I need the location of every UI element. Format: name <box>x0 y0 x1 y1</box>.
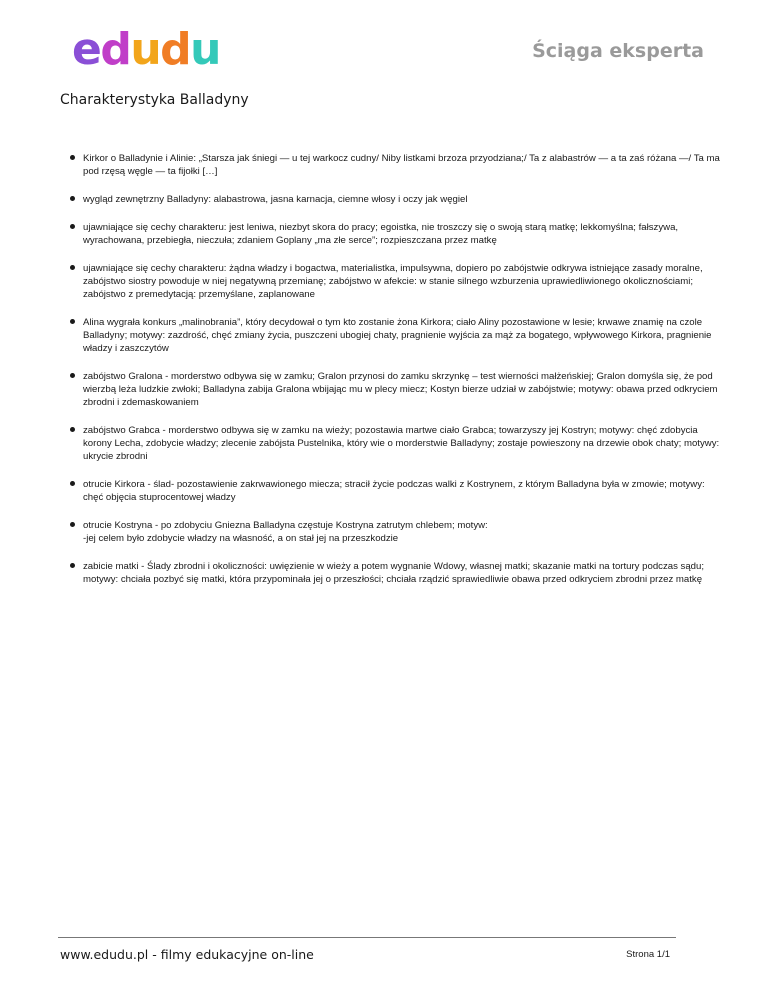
footer-site-link[interactable]: www.edudu.pl - filmy edukacyjne on-line <box>60 947 314 962</box>
list-item <box>70 316 720 355</box>
list-item-text: wygląd zewnętrzny Balladyny: alabastrowa, jasna karnacja, ciemne włosy i oczy jak węgiel <box>83 194 468 205</box>
list-item <box>70 221 720 247</box>
list-item <box>70 424 720 463</box>
bullet-icon <box>70 319 75 324</box>
list-item <box>70 478 720 504</box>
logo-letter: e <box>72 24 101 75</box>
list-item <box>70 519 720 545</box>
header-tagline: Ściąga eksperta <box>532 40 704 62</box>
list-item <box>70 193 720 206</box>
page-number: Strona 1/1 <box>626 949 670 960</box>
list-item-text: Alina wygrała konkurs „malinobrania”, który decydował o tym kto zostanie żona Kirkora; ciało Aliny pozostawione w lesie; krwawe znamię na czole Balladyny; motywy: zazdrość, chęć zmiany życia, puszczeni ubogiej chaty, pragnienie wyjścia za mąż za bogatego, wpływowego Kirkora, pragnienie władzy i zaszczytów <box>83 317 712 354</box>
bullet-icon <box>70 481 75 486</box>
edudu-logo[interactable] <box>72 24 220 75</box>
bullet-icon <box>70 196 75 201</box>
list-item <box>70 262 720 301</box>
logo-letter: d <box>160 24 191 75</box>
logo-letter: d <box>100 24 131 75</box>
bullet-icon <box>70 427 75 432</box>
bullet-icon <box>70 373 75 378</box>
logo-letter: u <box>130 24 161 75</box>
list-item <box>70 560 720 586</box>
list-item-text: otrucie Kirkora - ślad- pozostawienie zakrwawionego miecza; stracił życie podczas walki z Kostrynem, z którym Balladyna była w zmowie; motywy: chęć objęcia stuprocentowej władzy <box>83 479 705 503</box>
document-title: Charakterystyka Balladyny <box>60 92 249 108</box>
bullet-icon <box>70 563 75 568</box>
list-item-text: Kirkor o Balladynie i Alinie: „Starsza jak śniegi — u tej warkocz cudny/ Niby listkami brzoza przyodziana;/ Ta z alabastrów — a ta zaś różana —/ Ta ma pod rzęsą węgle — ta fijołki […] <box>83 153 720 177</box>
list-item <box>70 370 720 409</box>
logo-letter: u <box>190 24 220 75</box>
bullet-icon <box>70 155 75 160</box>
list-item <box>70 152 720 178</box>
footer-divider <box>58 937 676 938</box>
list-item-text: ujawniające się cechy charakteru: żądna władzy i bogactwa, materialistka, impulsywna, dopiero po zabójstwie odkrywa istniejące zasady moralne, zabójstwo siostry powoduje w niej negatywną przemianę; zabójstwo w afekcie: w stanie silnego wzburzenia uprawiedliwionego okolicznościami; zabójstwo z premedytacją: przemyślane, zaplanowane <box>83 263 703 300</box>
list-item-text: otrucie Kostryna - po zdobyciu Gniezna Balladyna częstuje Kostryna zatrutym chlebem; motyw: -jej celem było zdobycie władzy na własność, a on stał jej na przeszkodzie <box>83 520 488 544</box>
list-item-text: zabójstwo Grabca - morderstwo odbywa się w zamku na wieży; pozostawia martwe ciało Grabca; towarzyszy jej Kostryn; motywy: chęć zdobycia korony Lecha, zdobycie władzy; zlecenie zabójsta Pustelnika, który wie o morderstwie Balladyny; zostaje powieszony na drzewie obok chaty; motywy: ukrycie zbrodni <box>83 425 720 462</box>
list-item-text: ujawniające się cechy charakteru: jest leniwa, niezbyt skora do pracy; egoistka, nie troszczy się o swoją starą matkę; lekkomyślna; fałszywa, wyrachowana, przebiegła, nieczuła; zdaniem Goplany „ma złe serce”; rozpieszczana przez matkę <box>83 222 679 246</box>
list-item-text: zabójstwo Gralona - morderstwo odbywa się w zamku; Gralon przynosi do zamku skrzynkę – test wierności małżeńskiej; Gralon domyśla się, że pod wierzbą leża ludzkie zwłoki; Balladyna zabija Gralona wbijając mu w plecy miecz; Kostyn bierze udział w zabójstwie; motywy: obawa przed odkryciem zbrodni i zdemaskowaniem <box>83 371 718 408</box>
characteristics-list <box>70 152 720 601</box>
bullet-icon <box>70 265 75 270</box>
bullet-icon <box>70 522 75 527</box>
list-item-text: zabicie matki - Ślady zbrodni i okoliczności: uwięzienie w wieży a potem wygnanie Wdowy, własnej matki; skazanie matki na tortury podczas sądu; motywy: chciała pozbyć się matki, która przypominała jej o przeszłości; chciała rządzić sprawiedliwie obawa przed odkryciem zbrodni przez matkę <box>83 561 705 585</box>
bullet-icon <box>70 224 75 229</box>
